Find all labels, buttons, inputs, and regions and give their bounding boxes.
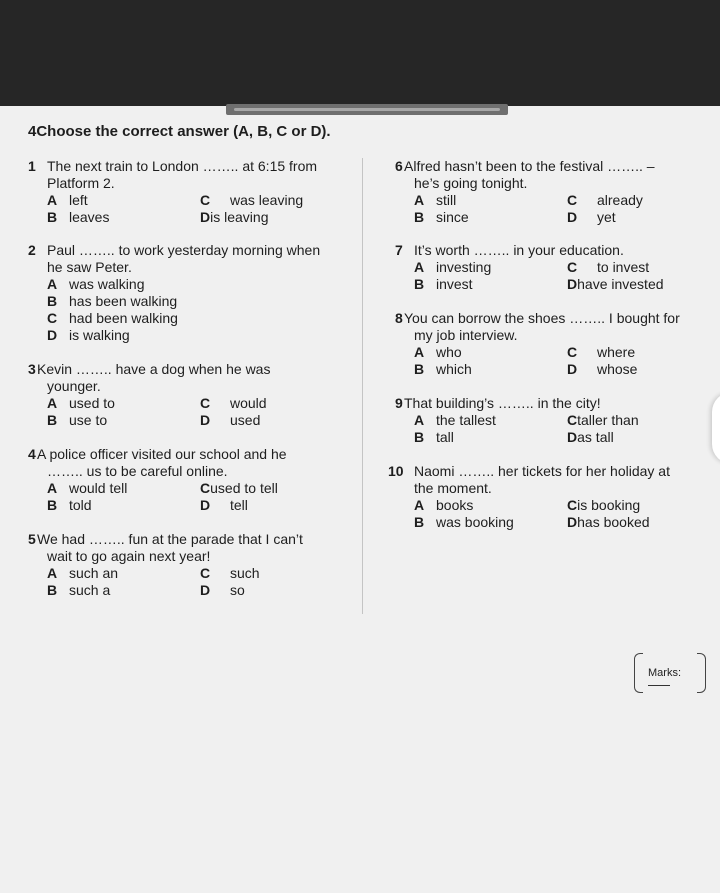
question-text: he saw Peter.	[47, 259, 132, 275]
option-c[interactable]: C to invest	[567, 259, 650, 275]
option-c[interactable]: C already	[567, 192, 643, 208]
option-b[interactable]: B which	[414, 361, 472, 377]
question-text: You can borrow the shoes …….. I bought for	[404, 310, 680, 326]
question-text: Paul …….. to work yesterday morning when	[47, 242, 321, 258]
option-b[interactable]: B since	[414, 209, 469, 225]
marks-label: Marks:	[648, 667, 681, 679]
question-text: Naomi …….. her tickets for her holiday at	[414, 463, 670, 479]
question-text: Kevin …….. have a dog when he was	[37, 361, 271, 377]
option-d[interactable]: D yet	[567, 209, 616, 225]
option-b[interactable]: B tall	[414, 429, 454, 445]
option-d[interactable]: D so	[200, 582, 245, 598]
question-text: my job interview.	[414, 327, 518, 343]
option-d[interactable]: D is walking	[47, 327, 130, 343]
question-number: 5	[28, 531, 36, 547]
question-10	[388, 463, 715, 531]
marks-bracket-left	[634, 653, 643, 693]
question-number: 2	[28, 242, 36, 258]
option-b[interactable]: B leaves	[47, 209, 110, 225]
option-a[interactable]: A such an	[47, 565, 119, 581]
question-text: the moment.	[414, 480, 492, 496]
option-c[interactable]: C such	[200, 565, 260, 581]
question-9	[395, 395, 715, 446]
question-2	[28, 242, 358, 344]
option-c[interactable]: Cused to tell	[200, 480, 278, 496]
option-d[interactable]: D tell	[200, 497, 248, 513]
option-a[interactable]: A would tell	[47, 480, 128, 496]
question-text: …….. us to be careful online.	[47, 463, 228, 479]
question-8	[395, 310, 715, 378]
question-text: We had …….. fun at the parade that I can’t	[37, 531, 303, 547]
question-text: younger.	[47, 378, 101, 394]
question-number: 4	[28, 446, 36, 462]
option-b[interactable]: B was booking	[414, 514, 514, 530]
question-number: 9	[395, 395, 403, 411]
question-6	[395, 158, 715, 226]
question-text: The next train to London …….. at 6:15 from	[47, 158, 318, 174]
question-text: That building’s …….. in the city!	[404, 395, 601, 411]
drag-handle[interactable]	[226, 104, 508, 115]
marks-bracket-right	[697, 653, 706, 693]
question-number: 7	[395, 242, 403, 258]
question-7	[395, 242, 715, 293]
top-dark-bar	[0, 0, 720, 106]
question-1	[28, 158, 358, 226]
option-c[interactable]: C was leaving	[200, 192, 304, 208]
option-c[interactable]: C would	[200, 395, 267, 411]
option-a[interactable]: A used to	[47, 395, 115, 411]
question-text: he’s going tonight.	[414, 175, 528, 191]
column-divider	[362, 158, 363, 614]
option-c[interactable]: Cis booking	[567, 497, 641, 513]
question-number: 8	[395, 310, 403, 326]
option-d[interactable]: D used	[200, 412, 261, 428]
option-b[interactable]: B has been walking	[47, 293, 178, 309]
option-b[interactable]: B invest	[414, 276, 473, 292]
option-a[interactable]: A was walking	[47, 276, 145, 292]
marks-answer-line[interactable]	[648, 685, 670, 686]
question-number: 10	[388, 463, 404, 479]
question-text: Alfred hasn’t been to the festival …….. –	[404, 158, 655, 174]
option-b[interactable]: B such a	[47, 582, 111, 598]
option-b[interactable]: B use to	[47, 412, 108, 428]
option-a[interactable]: A still	[414, 192, 457, 208]
option-a[interactable]: A the tallest	[414, 412, 496, 428]
question-text: It’s worth …….. in your education.	[414, 242, 624, 258]
question-text: wait to go again next year!	[47, 548, 211, 564]
option-c[interactable]: C had been walking	[47, 310, 178, 326]
option-c[interactable]: Ctaller than	[567, 412, 639, 428]
option-b[interactable]: B told	[47, 497, 92, 513]
question-text: Platform 2.	[47, 175, 115, 191]
option-d[interactable]: Dhave invested	[567, 276, 664, 292]
question-3	[28, 361, 358, 429]
marks-box	[634, 653, 706, 691]
question-4	[28, 446, 358, 514]
question-text: A police officer visited our school and he	[37, 446, 287, 462]
option-d[interactable]: Dhas booked	[567, 514, 650, 530]
exercise-title: 4Choose the correct answer (A, B, C or D).	[28, 123, 331, 140]
question-number: 1	[28, 158, 36, 174]
option-a[interactable]: A left	[47, 192, 88, 208]
option-d[interactable]: D whose	[567, 361, 638, 377]
option-d[interactable]: Das tall	[567, 429, 614, 445]
option-a[interactable]: A investing	[414, 259, 492, 275]
option-c[interactable]: C where	[567, 344, 636, 360]
question-number: 3	[28, 361, 36, 377]
question-5	[28, 531, 358, 599]
option-a[interactable]: A books	[414, 497, 474, 513]
option-d[interactable]: Dis leaving	[200, 209, 269, 225]
question-number: 6	[395, 158, 403, 174]
option-a[interactable]: A who	[414, 344, 462, 360]
